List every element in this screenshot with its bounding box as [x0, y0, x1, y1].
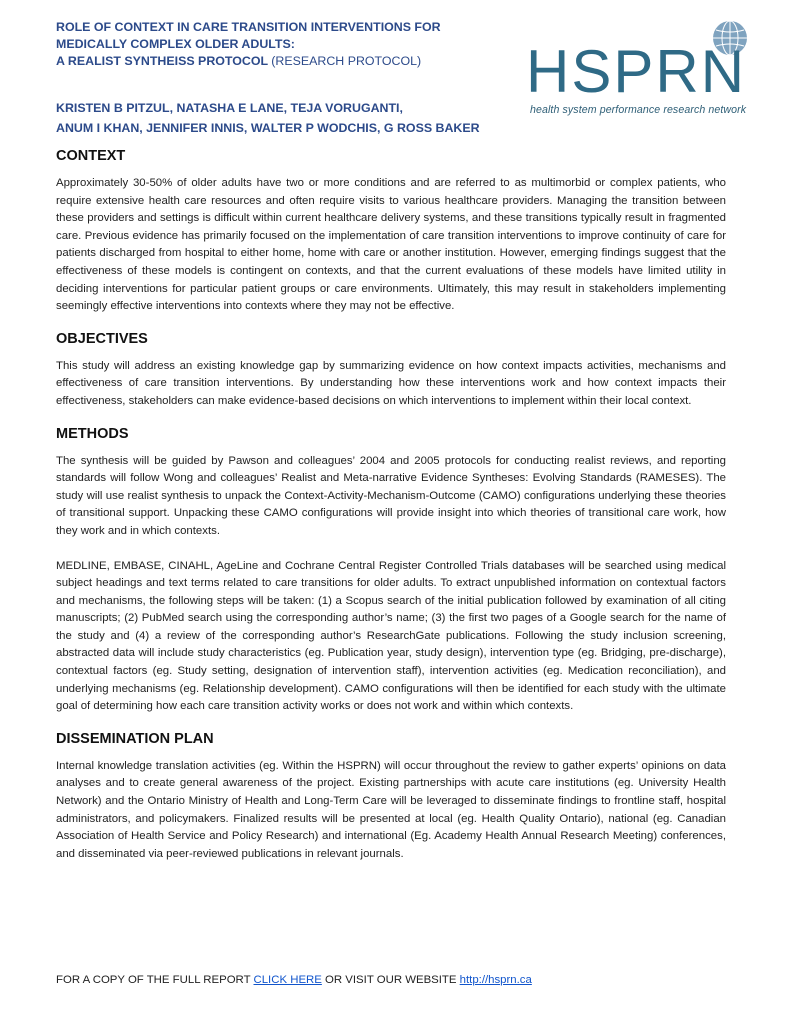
document-body: [56, 146, 726, 863]
logo-tagline: health system performance research network: [530, 104, 747, 116]
document-title: [56, 19, 526, 70]
author-line: KRISTEN B PITZUL, NATASHA E LANE, TEJA VORUGANTI,: [56, 101, 403, 115]
title-line: MEDICALLY COMPLEX OLDER ADULTS:: [56, 37, 295, 51]
title-suffix: (RESEARCH PROTOCOL): [271, 54, 422, 68]
author-line: ANUM I KHAN, JENNIFER INNIS, WALTER P WODCHIS, G ROSS BAKER: [56, 121, 480, 135]
footer: [56, 974, 756, 986]
footer-prefix: FOR A COPY OF THE FULL REPORT: [56, 974, 251, 986]
dissemination-paragraph: Internal knowledge translation activities (eg. Within the HSPRN) will occur throughout the review to gather experts’ opinions on data analyses and to create general awareness of the project. Existing partnerships with acute care institutions (eg. University Health Network) and the Ontario Ministry of Health and Long-Term Care will be leveraged to disseminate findings to frontline staff, hospital administrators, and policymakers. Finalized results will be presented at local (eg. Health Quality Ontario), national (eg. Canadian Association of Health Service and Policy Research) and international (Eg. Academy Health Annual Research Meeting) conferences, and disseminated via peer-reviewed publications in relevant journals.: [56, 759, 726, 860]
section-heading-methods: METHODS: [56, 425, 129, 442]
hsprn-logo: [520, 20, 750, 122]
title-line-main: A REALIST SYNTHEISS PROTOCOL: [56, 54, 268, 68]
context-paragraph: Approximately 30-50% of older adults have two or more conditions and are referred to as multimorbid or complex patients, who require extensive health care resources and often require visits to various healthcare providers. Managing the transition between these providers and settings is difficult within current healthcare delivery systems, and these transitions typically result in fragmented care. Previous evidence has primarily focused on the implementation of care transition interventions to improve continuity of care for patients discharged from hospital to either home, home with care or another institution. However, emerging findings suggest that the effectiveness of these models is contingent on contexts, and that the current evaluations of these models have limited utility in deciding interventions for particular patient groups or care environments. Ultimately, this may result in stakeholders implementing seemingly effective interventions into contexts where they may not be effective.: [56, 177, 726, 313]
section-heading-objectives: OBJECTIVES: [56, 330, 148, 347]
full-report-link[interactable]: CLICK HERE: [253, 974, 322, 986]
methods-paragraph: The synthesis will be guided by Pawson and colleagues’ 2004 and 2005 protocols for conducting realist reviews, and reporting standards will follow Wong and colleagues’ Realist and Meta-narrative Evidence Syntheses: Evolving Standards (RAMESES). The study will use realist synthesis to unpack the Context-Activity-Mechanism-Outcome (CAMO) configurations underlying these theories of transitional support. Unpacking these CAMO configurations will provide insight into which theories of transitional care work, how they work and in which contexts.: [56, 454, 726, 537]
title-line: ROLE OF CONTEXT IN CARE TRANSITION INTERVENTIONS FOR: [56, 20, 441, 34]
author-list: [56, 98, 526, 138]
footer-middle: OR VISIT OUR WEBSITE: [325, 974, 457, 986]
title-line: [56, 53, 526, 70]
logo-wordmark: HSPRN: [526, 38, 747, 105]
website-link[interactable]: http://hsprn.ca: [459, 974, 532, 986]
section-heading-dissemination: DISSEMINATION PLAN: [56, 730, 214, 747]
section-heading-context: CONTEXT: [56, 148, 126, 164]
methods-paragraph: MEDLINE, EMBASE, CINAHL, AgeLine and Cochrane Central Register Controlled Trials databases will be searched using medical subject headings and text terms related to care transitions for older adults. To extract unpublished information on contextual factors and mechanisms, the following steps will be taken: (1) a Scopus search of the initial publication followed by examination of all citing manuscripts; (2) PubMed search using the corresponding author’s name; (3) the first two pages of a Google search for the name of the study and (4) a review of the corresponding author’s ResearchGate publications. Following the study inclusion screening, abstracted data will include study characteristics (eg. Publication year, study design), intervention type (eg. Bridging, pre-discharge), contextual factors (eg. Study setting, designation of intervention staff), intervention activities (eg. Medication reconciliation), and underlying mechanisms (eg. Relationship development). CAMO configurations will then be identified for each study with the ultimate goal of determining how each care transition activity works or does not work and within which contexts.: [56, 559, 726, 713]
objectives-paragraph: This study will address an existing knowledge gap by summarizing evidence on how context impacts activities, mechanisms and effectiveness of care transition interventions. By understanding how these interventions work and how context impacts their effectiveness, stakeholders can make evidence-based decisions on which interventions to implement within their local context.: [56, 359, 726, 407]
